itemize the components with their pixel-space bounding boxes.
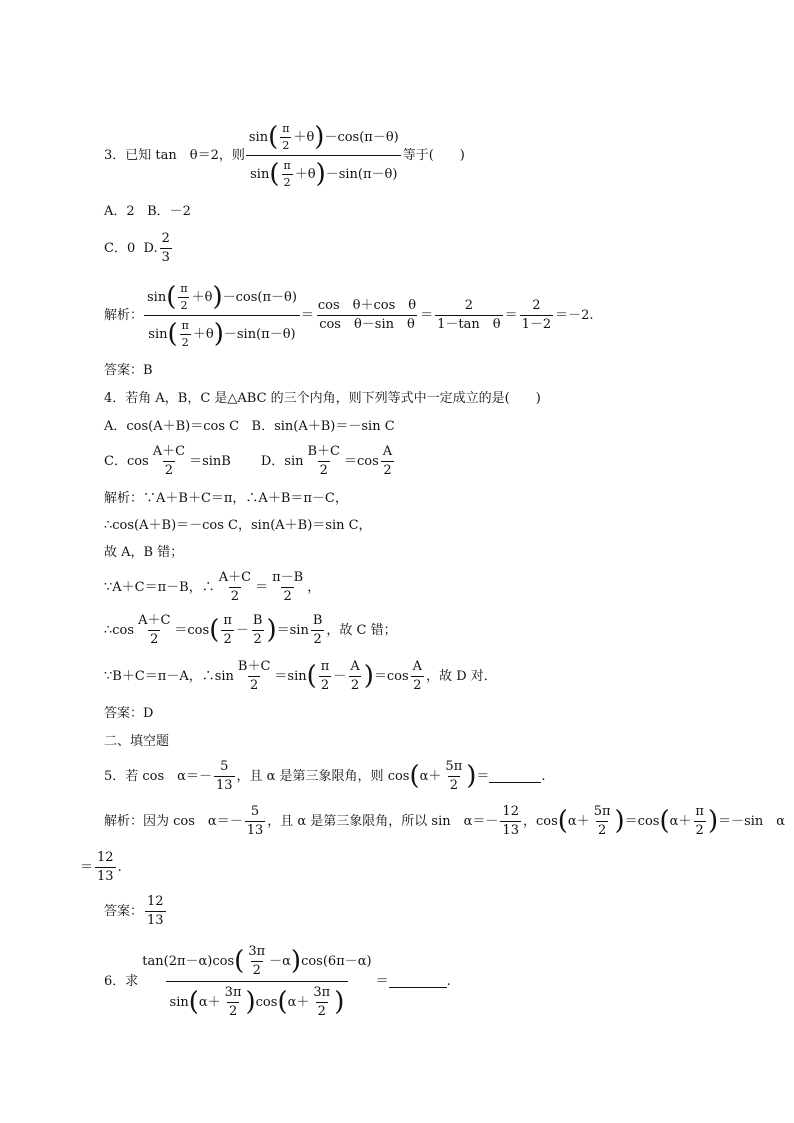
q5-answer-blank[interactable]: [489, 770, 541, 783]
q4-answer: 答案：D: [104, 706, 154, 721]
q3-option-b: B．－2: [147, 204, 191, 219]
q5-stem: 5．若 cos α＝－ $\frac{5}{13}$ ，且 α 是第三象限角，则 cos ( α＋ $\frac{5\pi}{2}$ ) ＝ .: [104, 759, 546, 793]
q3-options-ab: [104, 205, 191, 218]
q3-solution-lhs: sin ( $\frac{\pi}{2}$ ＋θ ) －cos(π－θ) sin ( $\frac{\pi}{2}$ ＋θ ) －sin(π－θ): [143, 283, 301, 348]
q3-prefix: 3．已知 tan θ＝2，则: [104, 148, 245, 164]
q4-stem: 4．若角 A，B，C 是△ABC 的三个内角，则下列等式中一定成立的是( ): [104, 391, 541, 406]
q4-solution-line1: 解析：∵A＋B＋C＝π，∴A＋B＝π－C，: [104, 491, 348, 506]
q3-solution-step2: $\frac{2}{\text{1－tan θ}}$: [437, 298, 501, 333]
q3-option-c: C．0: [104, 240, 136, 256]
q3-stem: [104, 123, 465, 188]
q3-option-d-fraction: $\frac{2}{3}$: [161, 231, 170, 265]
q3-solution-step1: $\frac{\text{cos θ＋cos θ}}{\text{cos θ－sin θ}}$: [317, 298, 417, 333]
q4-option-b: B．sin(A＋B)＝－sin C: [251, 419, 395, 434]
q3-fraction-num: sin ( $\frac{\pi}{2}$ ＋θ ) －cos(π－θ): [248, 122, 399, 153]
q4-options-ab: [104, 420, 395, 433]
q3-option-d-label: D.: [143, 240, 158, 256]
q6-stem: 6．求 tan(2π－α)cos ( $\frac{3\pi}{2}$ －α ) cos(6π－α) sin ( α＋ $\frac{3\pi}{2}$ ) cos ( α＋ $\frac{3\pi}{2}$ ) ＝ .: [104, 944, 451, 1019]
q3-solution-step3: $\frac{2}{1-2}$: [521, 298, 552, 333]
section-title: 二、填空题: [104, 734, 170, 749]
q4-option-d-pre: D．sin: [260, 453, 304, 469]
q4-options-cd: C．cos $\frac{A+C}{2}$ ＝sinB D．sin $\frac{B+C}{2}$ ＝cos $\frac{A}{2}$: [104, 444, 393, 478]
q3-solution-label: 解析：: [104, 308, 144, 324]
q3-solution: 解析： sin ( $\frac{\pi}{2}$ ＋θ ) －cos(π－θ) sin ( $\frac{\pi}{2}$ ＋θ ) －sin(π－θ) ＝ $\frac{\text{cos θ＋cos θ}}{\text{cos θ－sin θ}}$ ＝ $\frac{2}{\text{1－tan θ}}$ ＝ $\frac{2}{1-2}$ ＝－2.: [104, 282, 594, 350]
q4-solution-line4: ∵A＋C＝π－B，∴ $\frac{A+C}{2}$ ＝ $\frac{\pi-B}{2}$ ，: [104, 570, 321, 604]
q3-fraction-den: sin ( $\frac{\pi}{2}$ ＋θ ) －sin(π－θ): [246, 155, 401, 188]
q4-solution-line3: 故 A，B 错；: [104, 545, 184, 560]
q4-solution-line2: ∴cos(A＋B)＝－cos C，sin(A＋B)＝sin C，: [104, 518, 372, 533]
q3-option-a: A．2: [104, 204, 135, 219]
q6-answer-blank[interactable]: [389, 975, 447, 988]
q6-fraction: tan(2π－α)cos ( $\frac{3\pi}{2}$ －α ) cos(6π－α) sin ( α＋ $\frac{3\pi}{2}$ ) cos ( α＋ $\frac{3\pi}{2}$ ): [142, 944, 372, 1019]
q4-option-c-post: ＝sinB: [189, 453, 231, 469]
q3-suffix: 等于( ): [402, 148, 465, 164]
q4-solution-line6: ∵B＋C＝π－A，∴sin $\frac{B+C}{2}$ ＝sin ( $\frac{\pi}{2}$ － $\frac{A}{2}$ ) ＝cos $\frac{A}{2}$ ，故 D 对．: [104, 659, 497, 693]
q5-solution-line2: ＝ $\frac{12}{13}$ .: [80, 850, 122, 884]
q5-answer: 答案： $\frac{12}{13}$: [104, 894, 164, 928]
q3-solution-result: ＝－2.: [555, 308, 594, 324]
q3-answer: 答案：B: [104, 363, 153, 378]
q5-solution-line1: 解析：因为 cos α＝－ $\frac{5}{13}$ ，且 α 是第三象限角，所以 sin α＝－ $\frac{12}{13}$ ，cos ( α＋ $\frac{5\pi}{2}$ ) ＝cos ( α＋ $\frac{\pi}{2}$ ) ＝－sin α: [104, 804, 786, 838]
q4-solution-line5: ∴cos $\frac{A+C}{2}$ ＝cos ( $\frac{\pi}{2}$ － $\frac{B}{2}$ ) ＝sin $\frac{B}{2}$ ，故 C 错；: [104, 613, 397, 647]
q3-fraction: [245, 123, 403, 188]
q4-option-c-pre: C．cos: [104, 453, 149, 469]
q3-options-cd: [104, 232, 174, 264]
q4-option-a: A．cos(A＋B)＝cos C: [104, 419, 240, 434]
